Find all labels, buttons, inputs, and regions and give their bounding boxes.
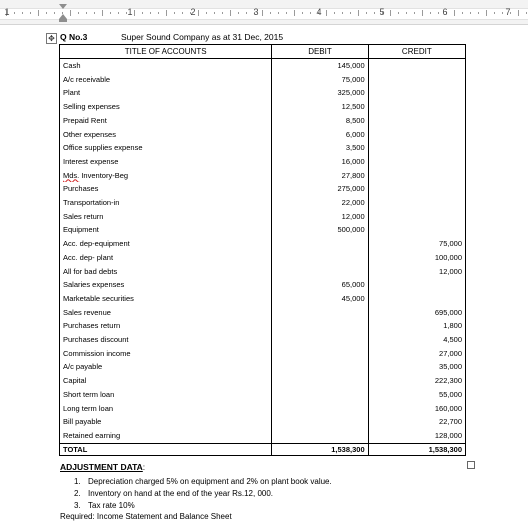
table-row <box>60 182 466 196</box>
ruler-tick <box>366 12 367 14</box>
debit-cell: 275,000 <box>272 182 368 196</box>
table-row <box>60 347 466 361</box>
adjustment-list <box>74 476 332 512</box>
ruler-tick <box>342 12 343 14</box>
first-line-indent-marker[interactable] <box>59 4 67 9</box>
ruler-tick <box>14 12 15 14</box>
account-cell: Cash <box>60 59 272 73</box>
credit-cell <box>368 141 465 155</box>
debit-cell: 27,800 <box>272 169 368 183</box>
ruler-tick <box>334 12 335 14</box>
table-row <box>60 73 466 87</box>
ruler-tick <box>494 12 495 14</box>
debit-cell: 22,000 <box>272 196 368 210</box>
table-row <box>60 196 466 210</box>
ruler-tick <box>358 10 359 16</box>
table-row <box>60 155 466 169</box>
table-row <box>60 59 466 73</box>
credit-cell <box>368 223 465 237</box>
ruler-number: 6 <box>442 7 448 17</box>
credit-cell: 35,000 <box>368 360 465 374</box>
adjustment-title-text: ADJUSTMENT DATA <box>60 462 143 472</box>
table-row <box>60 223 466 237</box>
ruler-tick <box>414 12 415 14</box>
table-row <box>60 169 466 183</box>
table-row <box>60 415 466 429</box>
table-row <box>60 128 466 142</box>
ruler-tick <box>38 10 39 16</box>
adjustment-item-number: 2. <box>74 489 81 498</box>
ruler-tick <box>198 10 199 16</box>
adjustment-item <box>74 488 332 500</box>
ruler-number: 2 <box>190 7 196 17</box>
ruler-tick <box>238 12 239 14</box>
table-header-row <box>60 45 466 59</box>
total-credit: 1,538,300 <box>368 443 465 455</box>
debit-cell <box>272 415 368 429</box>
account-cell-rest: Inventory-Beg <box>79 170 129 180</box>
table-row <box>60 100 466 114</box>
account-cell: Sales revenue <box>60 306 272 320</box>
ruler-tick <box>486 10 487 16</box>
ruler-tick <box>102 10 103 16</box>
ruler-tick <box>174 12 175 14</box>
ruler-tick <box>286 12 287 14</box>
debit-cell: 75,000 <box>272 73 368 87</box>
debit-cell: 500,000 <box>272 223 368 237</box>
account-cell: Purchases <box>60 182 272 196</box>
ruler-tick <box>54 12 55 14</box>
adjustment-title <box>60 462 145 472</box>
ruler-tick <box>70 10 71 16</box>
debit-cell <box>272 429 368 443</box>
ruler-tick <box>118 12 119 14</box>
debit-cell: 8,500 <box>272 114 368 128</box>
debit-cell <box>272 319 368 333</box>
ruler-tick <box>94 12 95 14</box>
table-row <box>60 360 466 374</box>
debit-cell: 16,000 <box>272 155 368 169</box>
ruler-tick <box>430 12 431 14</box>
ruler-tick <box>150 12 151 14</box>
account-cell: Interest expense <box>60 155 272 169</box>
table-total-row <box>60 443 466 455</box>
question-title: Super Sound Company as at 31 Dec, 2015 <box>121 32 284 42</box>
ruler-tick <box>478 12 479 14</box>
credit-cell <box>368 155 465 169</box>
debit-cell <box>272 265 368 279</box>
credit-cell: 222,300 <box>368 374 465 388</box>
ruler-tick <box>454 10 455 16</box>
ruler-tick <box>214 12 215 14</box>
credit-cell <box>368 210 465 224</box>
ruler-number: 1 <box>127 7 133 17</box>
credit-cell <box>368 59 465 73</box>
ruler-tick <box>326 10 327 16</box>
ruler-tick <box>310 12 311 14</box>
credit-cell: 4,500 <box>368 333 465 347</box>
credit-cell <box>368 128 465 142</box>
account-cell: Acc. dep- plant <box>60 251 272 265</box>
debit-cell <box>272 333 368 347</box>
question-number: Q No.3 <box>60 32 88 42</box>
debit-cell: 3,500 <box>272 141 368 155</box>
credit-cell <box>368 196 465 210</box>
adjustment-item <box>74 476 332 488</box>
account-cell: Prepaid Rent <box>60 114 272 128</box>
credit-cell <box>368 114 465 128</box>
table-move-handle-icon[interactable]: ✥ <box>46 33 57 44</box>
horizontal-ruler[interactable] <box>0 0 528 25</box>
debit-cell <box>272 237 368 251</box>
ruler-tick <box>166 10 167 16</box>
table-row <box>60 319 466 333</box>
account-cell: Other expenses <box>60 128 272 142</box>
debit-cell <box>272 306 368 320</box>
ruler-tick <box>438 12 439 14</box>
total-debit: 1,538,300 <box>272 443 368 455</box>
debit-cell: 45,000 <box>272 292 368 306</box>
ruler-tick <box>110 12 111 14</box>
ruler-tick <box>78 12 79 14</box>
ruler-tick <box>230 10 231 16</box>
ruler-tick <box>142 12 143 14</box>
adjustment-item <box>74 500 332 512</box>
credit-cell <box>368 100 465 114</box>
credit-cell: 22,700 <box>368 415 465 429</box>
debit-cell: 6,000 <box>272 128 368 142</box>
ruler-tick <box>222 12 223 14</box>
table-row <box>60 429 466 443</box>
credit-cell <box>368 292 465 306</box>
account-cell: Purchases discount <box>60 333 272 347</box>
credit-cell: 55,000 <box>368 388 465 402</box>
credit-cell: 100,000 <box>368 251 465 265</box>
account-cell: Salaries expenses <box>60 278 272 292</box>
debit-cell <box>272 388 368 402</box>
ruler-tick <box>22 12 23 14</box>
account-cell: Commission income <box>60 347 272 361</box>
ruler-tick <box>462 12 463 14</box>
debit-cell: 12,500 <box>272 100 368 114</box>
debit-cell: 325,000 <box>272 86 368 100</box>
table-row <box>60 306 466 320</box>
ruler-tick <box>470 12 471 14</box>
table-row <box>60 374 466 388</box>
account-cell: Capital <box>60 374 272 388</box>
table-row <box>60 114 466 128</box>
ruler-tick <box>374 12 375 14</box>
header-title-of-accounts: TITLE OF ACCOUNTS <box>60 45 272 59</box>
account-cell: Equipment <box>60 223 272 237</box>
account-cell: Bill payable <box>60 415 272 429</box>
debit-cell: 145,000 <box>272 59 368 73</box>
ruler-tick <box>158 12 159 14</box>
table-row <box>60 333 466 347</box>
table-row <box>60 251 466 265</box>
table-row <box>60 265 466 279</box>
table-row <box>60 210 466 224</box>
credit-cell <box>368 169 465 183</box>
account-cell: Purchases return <box>60 319 272 333</box>
ruler-tick <box>518 10 519 16</box>
credit-cell: 12,000 <box>368 265 465 279</box>
account-cell <box>60 169 272 183</box>
ruler-tick <box>270 12 271 14</box>
required-line: Required: Income Statement and Balance Sheet <box>60 512 232 521</box>
table-resize-handle[interactable] <box>467 461 475 469</box>
account-cell: Marketable securities <box>60 292 272 306</box>
ruler-tick <box>526 12 527 14</box>
ruler-tick <box>390 10 391 16</box>
table-row <box>60 292 466 306</box>
credit-cell <box>368 73 465 87</box>
credit-cell: 75,000 <box>368 237 465 251</box>
account-cell: Short term loan <box>60 388 272 402</box>
left-indent-marker[interactable] <box>59 19 67 22</box>
account-cell: Acc. dep-equipment <box>60 237 272 251</box>
account-cell: Retained earning <box>60 429 272 443</box>
adjustment-item-number: 1. <box>74 477 81 486</box>
debit-cell <box>272 402 368 416</box>
account-cell: All for bad debts <box>60 265 272 279</box>
account-cell: Long term loan <box>60 402 272 416</box>
ruler-tick <box>406 12 407 14</box>
ruler-number: 5 <box>379 7 385 17</box>
table-row <box>60 278 466 292</box>
ruler-tick <box>278 12 279 14</box>
adjustment-title-colon: : <box>142 462 146 472</box>
debit-cell <box>272 347 368 361</box>
credit-cell: 160,000 <box>368 402 465 416</box>
ruler-number: 1 <box>4 7 10 17</box>
debit-cell <box>272 360 368 374</box>
table-row <box>60 402 466 416</box>
account-cell: Transportation-in <box>60 196 272 210</box>
adjustment-item-text: Tax rate 10% <box>88 501 135 510</box>
adjustment-item-text: Inventory on hand at the end of the year Rs.12, 000. <box>88 489 274 498</box>
ruler-tick <box>422 10 423 16</box>
credit-cell: 27,000 <box>368 347 465 361</box>
debit-cell <box>272 374 368 388</box>
ruler-tick <box>262 10 263 16</box>
ruler-tick <box>302 12 303 14</box>
ruler-tick <box>294 10 295 16</box>
account-cell: Selling expenses <box>60 100 272 114</box>
header-credit: CREDIT <box>368 45 465 59</box>
table-row <box>60 86 466 100</box>
credit-cell: 128,000 <box>368 429 465 443</box>
table-row <box>60 388 466 402</box>
account-cell: A/c payable <box>60 360 272 374</box>
ruler-tick <box>86 12 87 14</box>
ruler-tick <box>350 12 351 14</box>
credit-cell <box>368 278 465 292</box>
table-row <box>60 141 466 155</box>
credit-cell <box>368 86 465 100</box>
credit-cell: 1,800 <box>368 319 465 333</box>
table-body <box>60 59 466 444</box>
ruler-tick <box>46 12 47 14</box>
ruler-tick <box>398 12 399 14</box>
adjustment-item-text: Depreciation charged 5% on equipment and 2% on plant book value. <box>88 477 332 486</box>
credit-cell <box>368 182 465 196</box>
account-cell: A/c receivable <box>60 73 272 87</box>
ruler-tick <box>206 12 207 14</box>
ruler-tick <box>182 12 183 14</box>
debit-cell: 65,000 <box>272 278 368 292</box>
ruler-number: 3 <box>253 7 259 17</box>
account-cell: Office supplies expense <box>60 141 272 155</box>
header-debit: DEBIT <box>272 45 368 59</box>
table-row <box>60 237 466 251</box>
account-cell: Plant <box>60 86 272 100</box>
account-cell: Sales return <box>60 210 272 224</box>
ruler-number: 4 <box>316 7 322 17</box>
debit-cell <box>272 251 368 265</box>
ruler-number: 7 <box>505 7 511 17</box>
total-label: TOTAL <box>60 443 272 455</box>
ruler-tick <box>30 12 31 14</box>
adjustment-item-number: 3. <box>74 501 81 510</box>
debit-cell: 12,000 <box>272 210 368 224</box>
credit-cell: 695,000 <box>368 306 465 320</box>
spellcheck-flagged-word[interactable]: Mds. <box>63 170 80 180</box>
trial-balance-table <box>59 44 466 456</box>
ruler-tick <box>246 12 247 14</box>
